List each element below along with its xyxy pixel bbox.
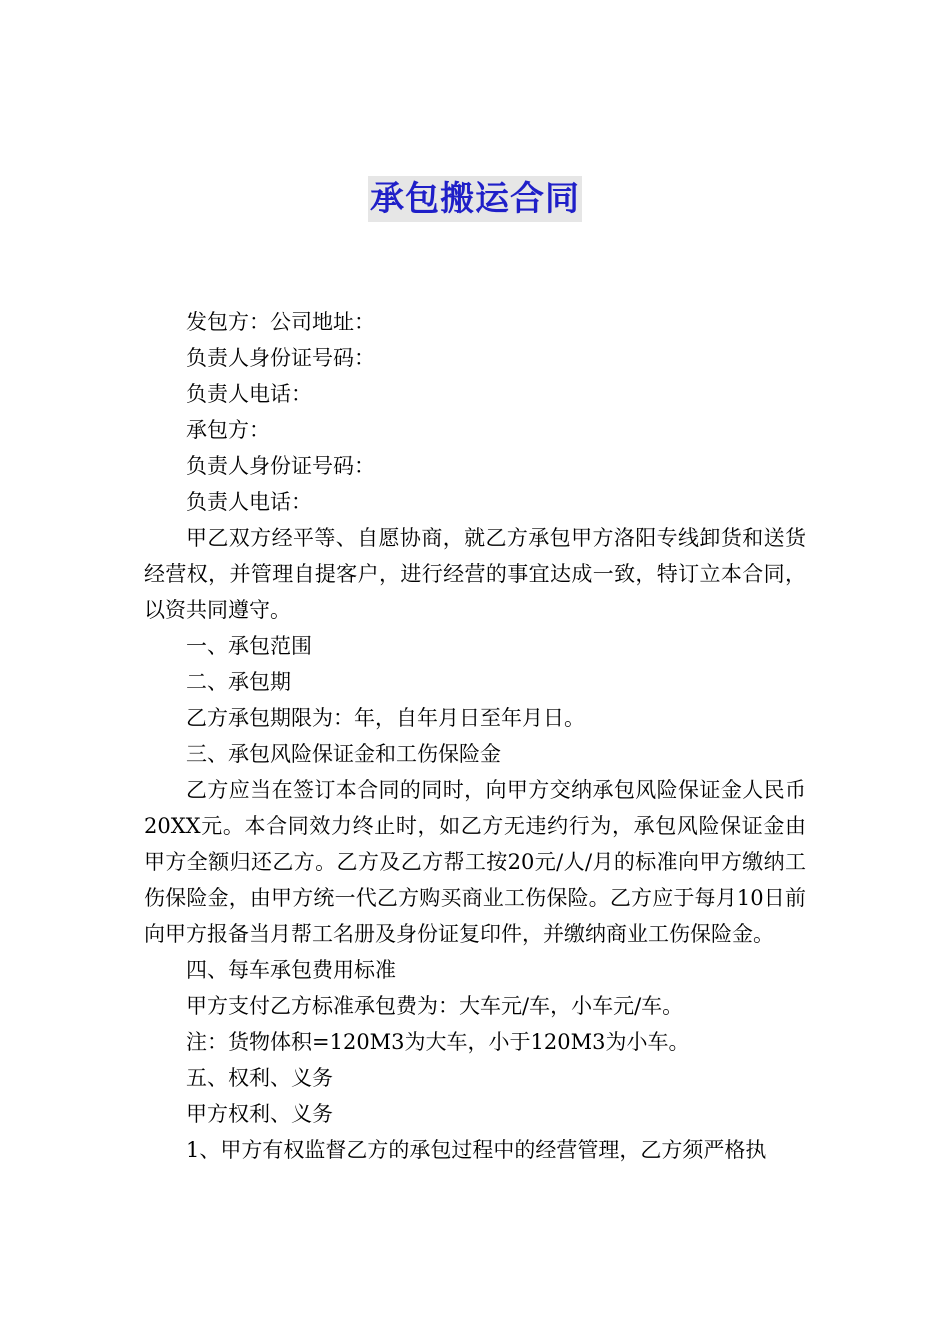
paragraph-note: 注：货物体积=120M3为大车，小于120M3为小车。 bbox=[186, 1030, 690, 1054]
section-heading-deposit: 三、承包风险保证金和工伤保险金 bbox=[186, 742, 501, 766]
paragraph-contractee: 承包方： bbox=[186, 418, 270, 442]
document-title: 承包搬运合同 bbox=[368, 176, 582, 222]
section-heading-term: 二、承包期 bbox=[186, 670, 291, 694]
paragraph-deposit: 乙方应当在签订本合同的同时，向甲方交纳承包风险保证金人民币20XX元。本合同效力终止时，如乙方无违约行为，承包风险保证金由甲方全额归还乙方。乙方及乙方帮工按20元/人/月的标准向甲方缴纳工伤保险金，由甲方统一代乙方购买商业工伤保险。乙方应于每月10日前向甲方报备当月帮工名册及身份证复印件，并缴纳商业工伤保险金。 bbox=[144, 778, 806, 946]
paragraph-contractor-phone: 负责人电话： bbox=[186, 382, 312, 406]
paragraph-fees: 甲方支付乙方标准承包费为：大车元/车，小车元/车。 bbox=[186, 994, 684, 1018]
section-heading-fees: 四、每车承包费用标准 bbox=[186, 958, 396, 982]
list-item-1: 1、甲方有权监督乙方的承包过程中的经营管理，乙方须严格执 bbox=[186, 1138, 767, 1162]
paragraph-contractee-phone: 负责人电话： bbox=[186, 490, 312, 514]
title-container bbox=[0, 176, 950, 222]
section-heading-scope: 一、承包范围 bbox=[186, 634, 312, 658]
paragraph-contractor-address: 发包方：公司地址： bbox=[186, 310, 375, 334]
paragraph-contractee-id: 负责人身份证号码： bbox=[186, 454, 375, 478]
section-heading-rights: 五、权利、义务 bbox=[186, 1066, 333, 1090]
subheading-party-a-rights: 甲方权利、义务 bbox=[186, 1102, 333, 1126]
paragraph-preamble: 甲乙双方经平等、自愿协商，就乙方承包甲方洛阳专线卸货和送货经营权，并管理自提客户，进行经营的事宜达成一致，特订立本合同，以资共同遵守。 bbox=[144, 526, 806, 622]
paragraph-contractor-id: 负责人身份证号码： bbox=[186, 346, 375, 370]
document-body bbox=[144, 304, 806, 1168]
paragraph-term: 乙方承包期限为：年，自年月日至年月日。 bbox=[186, 706, 585, 730]
